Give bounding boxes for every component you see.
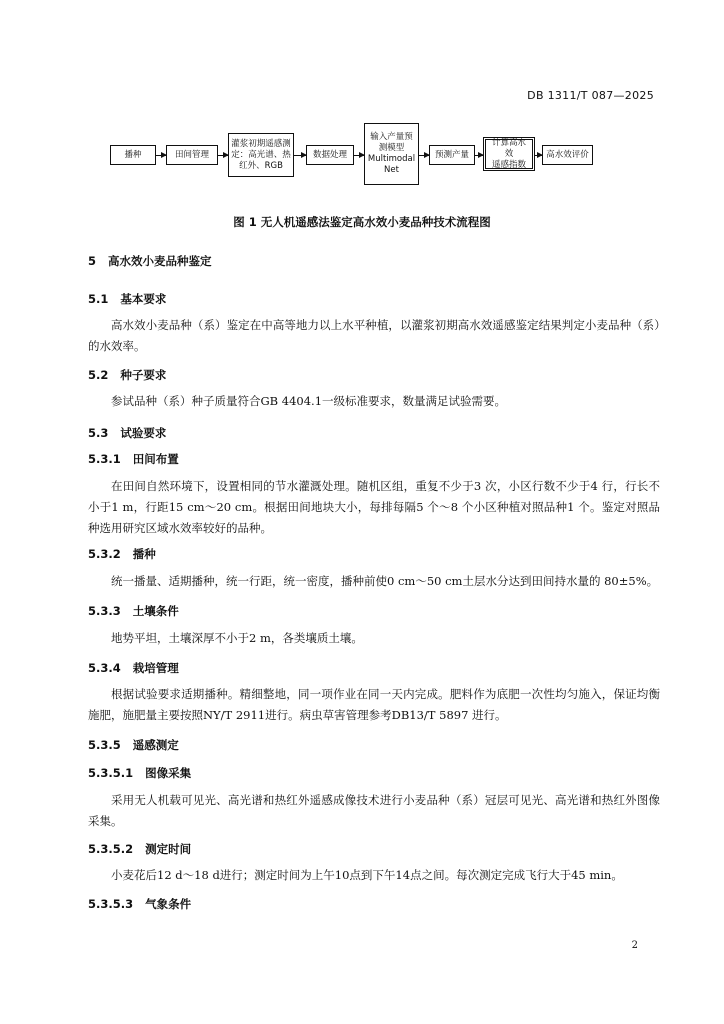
section-heading-5-3-2 <box>88 546 156 562</box>
section-title: 图像采集 <box>145 766 192 780</box>
paragraph-5-3-5-1: 采用无人机载可见光、高光谱和热红外遥感成像技术进行小麦品种（系）冠层可见光、高光谱和热红外图像采集。 <box>88 793 660 828</box>
section-title: 试验要求 <box>120 426 167 440</box>
section-title: 基本要求 <box>120 292 167 306</box>
section-number: 5.3.1 <box>88 452 121 466</box>
section-number: 5.1 <box>88 292 109 306</box>
section-heading-5-2 <box>88 367 166 383</box>
section-number: 5.3.5.3 <box>88 897 134 911</box>
flowchart <box>0 0 724 200</box>
flow-node-remote-sensing: 灌浆初期遥感测 定：高光谱、热 红外、RGB <box>228 133 294 177</box>
section-heading-5-3-3 <box>88 603 179 619</box>
section-title: 栽培管理 <box>132 661 179 675</box>
page-number: 2 <box>631 940 638 951</box>
flow-arrow <box>156 155 166 156</box>
flow-node-predict-yield: 预测产量 <box>429 145 475 165</box>
section-number: 5.3.5 <box>88 738 121 752</box>
section-heading-5-3-5-2 <box>88 841 191 857</box>
section-heading-5-3-5-1 <box>88 765 191 781</box>
flow-node-field-management: 田间管理 <box>166 145 218 165</box>
flow-arrow <box>475 155 483 156</box>
flow-node-evaluation: 高水效评价 <box>542 145 593 165</box>
paragraph-5-3-4: 根据试验要求适期播种。精细整地，同一项作业在同一天内完成。肥料作为底肥一次性均匀施入，保证均衡施肥，施肥量主要按照NY/T 2911进行。病虫草害管理参考DB13/T 5897 进行。 <box>88 687 660 722</box>
flow-node-calc-index: 计算高水效 遥感指数 <box>483 137 535 171</box>
section-heading-5-3-5-3 <box>88 896 191 912</box>
flow-arrow <box>354 155 364 156</box>
paragraph-5-3-5-2: 小麦花后12 d～18 d进行；测定时间为上午10点到下午14点之间。每次测定完成飞行大于45 min。 <box>111 868 623 882</box>
paragraph-5-2: 参试品种（系）种子质量符合GB 4404.1一级标准要求，数量满足试验需要。 <box>111 394 507 408</box>
paragraph-5-3-3: 地势平坦，土壤深厚不小于2 m，各类壤质土壤。 <box>111 631 363 645</box>
section-number: 5.3.5.1 <box>88 766 134 780</box>
paragraph-5-3-2: 统一播量、适期播种，统一行距，统一密度，播种前使0 cm～50 cm土层水分达到田间持水量的 80±5%。 <box>111 574 659 588</box>
section-number: 5.3.4 <box>88 661 121 675</box>
section-number: 5.3.5.2 <box>88 842 134 856</box>
section-number: 5.3.3 <box>88 604 121 618</box>
flow-arrow <box>294 155 306 156</box>
section-heading-5-3-5 <box>88 737 179 753</box>
flow-arrow <box>419 155 429 156</box>
paragraph-5-1: 高水效小麦品种（系）鉴定在中高等地力以上水平种植，以灌浆初期高水效遥感鉴定结果判定小麦品种（系）的水效率。 <box>88 318 660 353</box>
flow-arrow <box>535 155 542 156</box>
section-title: 种子要求 <box>120 368 167 382</box>
section-heading-5 <box>88 253 212 269</box>
section-number: 5.3 <box>88 426 109 440</box>
section-heading-5-3-1 <box>88 451 179 467</box>
paragraph-5-3-1: 在田间自然环境下，设置相同的节水灌溉处理。随机区组，重复不少于3 次，小区行数不少于4 行，行长不小于1 m，行距15 cm～20 cm。根据田间地块大小，每排每隔5 个～8 个小区种植对照品种1 个。鉴定对照品种选用研究区域水效率较好的品种。 <box>88 479 660 535</box>
section-heading-5-1 <box>88 291 166 307</box>
flow-node-data-processing: 数据处理 <box>306 145 354 165</box>
section-number: 5 <box>88 254 97 268</box>
section-title: 高水效小麦品种鉴定 <box>108 254 212 268</box>
section-title: 气象条件 <box>145 897 192 911</box>
section-title: 土壤条件 <box>132 604 179 618</box>
section-heading-5-3-4 <box>88 660 179 676</box>
section-number: 5.3.2 <box>88 547 121 561</box>
flow-arrow <box>218 155 228 156</box>
flow-node-model: 输入产量预 测模型 Multimodal Net <box>364 123 419 185</box>
flow-node-sow: 播种 <box>110 145 156 165</box>
document-code: DB 1311/T 087—2025 <box>527 89 654 102</box>
section-title: 播种 <box>132 547 156 561</box>
section-heading-5-3 <box>88 425 166 441</box>
section-title: 田间布置 <box>132 452 179 466</box>
section-title: 遥感测定 <box>132 738 179 752</box>
section-title: 测定时间 <box>145 842 192 856</box>
figure-caption: 图 1 无人机遥感法鉴定高水效小麦品种技术流程图 <box>233 215 491 229</box>
section-number: 5.2 <box>88 368 109 382</box>
